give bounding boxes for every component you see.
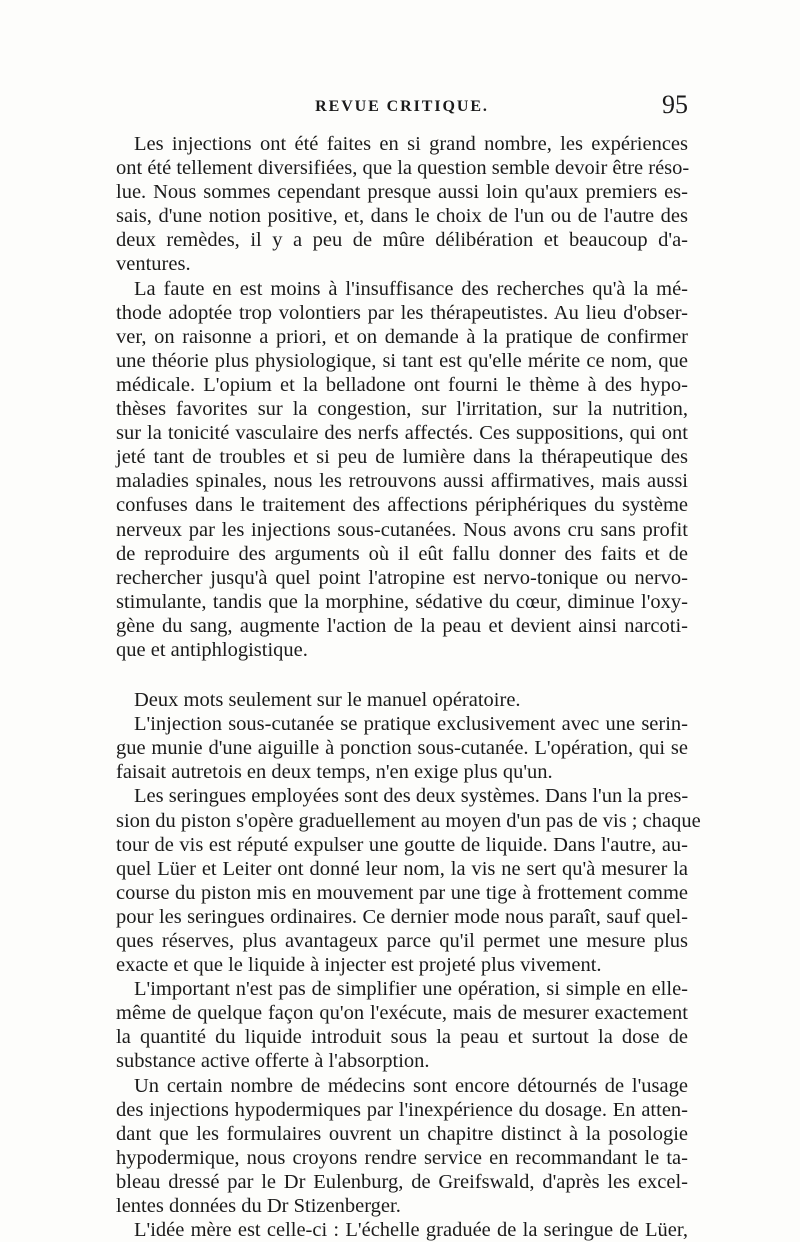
- text-line: bleau dressé par le Dr Eulenburg, de Greifswald, d'après les excel-: [116, 1170, 688, 1193]
- text-line: ventures.: [116, 253, 191, 276]
- text-line: même de quelque façon qu'on l'exécute, mais de mesurer exactement: [116, 1002, 688, 1025]
- text-line: La faute en est moins à l'insuffisance des recherches qu'à la mé-: [134, 277, 688, 300]
- text-line: L'idée mère est celle-ci : L'échelle graduée de la seringue de Lüer,: [134, 1219, 688, 1242]
- text-line: deux remèdes, il y a peu de mûre délibération et beaucoup d'a-: [116, 229, 688, 252]
- paragraph: [116, 1218, 688, 1242]
- text-line: thèses favorites sur la congestion, sur l'irritation, sur la nutrition,: [116, 398, 688, 421]
- text-line: course du piston mis en mouvement par une tige à frottement comme: [116, 881, 688, 904]
- running-title: REVUE CRITIQUE.: [315, 98, 489, 115]
- page-number: 95: [662, 90, 688, 119]
- text-line: lue. Nous sommes cependant presque aussi loin qu'aux premiers es-: [116, 181, 688, 204]
- text-line: dant que les formulaires ouvrent un chapitre distinct à la posologie: [116, 1122, 688, 1145]
- text-line: lentes données du Dr Stizenberger.: [116, 1195, 401, 1218]
- paragraph: [116, 1074, 688, 1219]
- text-line: substance active offerte à l'absorption.: [116, 1050, 430, 1073]
- text-line: gène du sang, augmente l'action de la peau et devient ainsi narcoti-: [116, 614, 688, 637]
- text-line: sais, d'une notion positive, et, dans le choix de l'un ou de l'autre des: [116, 205, 688, 228]
- text-line: pour les seringues ordinaires. Ce dernier mode nous paraît, sauf quel-: [116, 905, 688, 928]
- text-line: ver, on raisonne a priori, et on demande à la pratique de confirmer: [116, 325, 688, 348]
- text-line: exacte et que le liquide à injecter est projeté plus vivement.: [116, 954, 602, 977]
- text-line: des injections hypodermiques par l'inexpérience du dosage. En atten-: [116, 1098, 688, 1121]
- text-line: Un certain nombre de médecins sont encore détournés de l'usage: [134, 1074, 688, 1097]
- paragraph: [116, 277, 688, 663]
- text-line: L'injection sous-cutanée se pratique exclusivement avec une serin-: [134, 713, 688, 736]
- text-line: rechercher jusqu'à quel point l'atropine est nervo-tonique ou nervo-: [116, 566, 688, 589]
- text-line: la quantité du liquide introduit sous la peau et surtout la dose de: [116, 1026, 688, 1049]
- paragraph: [116, 688, 688, 712]
- text-line: hypodermique, nous croyons rendre service en recommandant le ta-: [116, 1146, 688, 1169]
- page-header: [116, 90, 688, 130]
- text-line: ques réserves, plus avantageux parce qu'il permet une mesure plus: [116, 930, 688, 952]
- text-line: sion du piston s'opère graduellement au moyen d'un pas de vis ; chaque: [116, 809, 701, 832]
- text-line: tour de vis est réputé expulser une goutte de liquide. Dans l'autre, au-: [116, 833, 688, 856]
- paragraph: [116, 712, 688, 784]
- text-line: une théorie plus physiologique, si tant est qu'elle mérite ce nom, que: [116, 349, 688, 372]
- text-line: nerveux par les injections sous-cutanées. Nous avons cru sans profit: [116, 518, 688, 541]
- text-line: sur la tonicité vasculaire des nerfs affectés. Ces suppositions, qui ont: [116, 422, 688, 445]
- text-line: confuses dans le traitement des affections périphériques du système: [116, 494, 688, 517]
- paragraph: [116, 132, 688, 277]
- body-text: [116, 132, 701, 1242]
- text-line: Les injections ont été faites en si grand nombre, les expériences: [134, 133, 688, 155]
- text-line: médicale. L'opium et la belladone ont fourni le thème à des hypo-: [116, 373, 688, 396]
- text-line: stimulante, tandis que la morphine, sédative du cœur, diminue l'oxy-: [116, 590, 688, 613]
- text-line: L'important n'est pas de simplifier une opération, si simple en elle-: [134, 978, 688, 1001]
- text-line: thode adoptée trop volontiers par les thérapeutistes. Au lieu d'obser-: [116, 301, 688, 324]
- text-line: Les seringues employées sont des deux systèmes. Dans l'un la pres-: [134, 785, 689, 808]
- text-line: que et antiphlogistique.: [116, 638, 308, 661]
- text-line: faisait autretois en deux temps, n'en exige plus qu'un.: [116, 761, 553, 784]
- text-line: ont été tellement diversifiées, que la question semble devoir être réso-: [116, 157, 690, 180]
- paragraph: [116, 784, 701, 977]
- text-line: quel Lüer et Leiter ont donné leur nom, la vis ne sert qu'à mesurer la: [116, 857, 688, 880]
- text-line: gue munie d'une aiguille à ponction sous-cutanée. L'opération, qui se: [116, 737, 688, 760]
- text-line: jeté tant de troubles et si peu de lumière dans la thérapeutique des: [116, 446, 688, 469]
- text-line: Deux mots seulement sur le manuel opératoire.: [134, 689, 521, 712]
- text-line: maladies spinales, nous les retrouvons aussi affirmatives, mais aussi: [116, 470, 688, 493]
- text-line: de reproduire des arguments où il eût fallu donner des faits et de: [116, 542, 688, 565]
- paragraph: [116, 977, 688, 1073]
- paragraph-gap: [116, 662, 688, 688]
